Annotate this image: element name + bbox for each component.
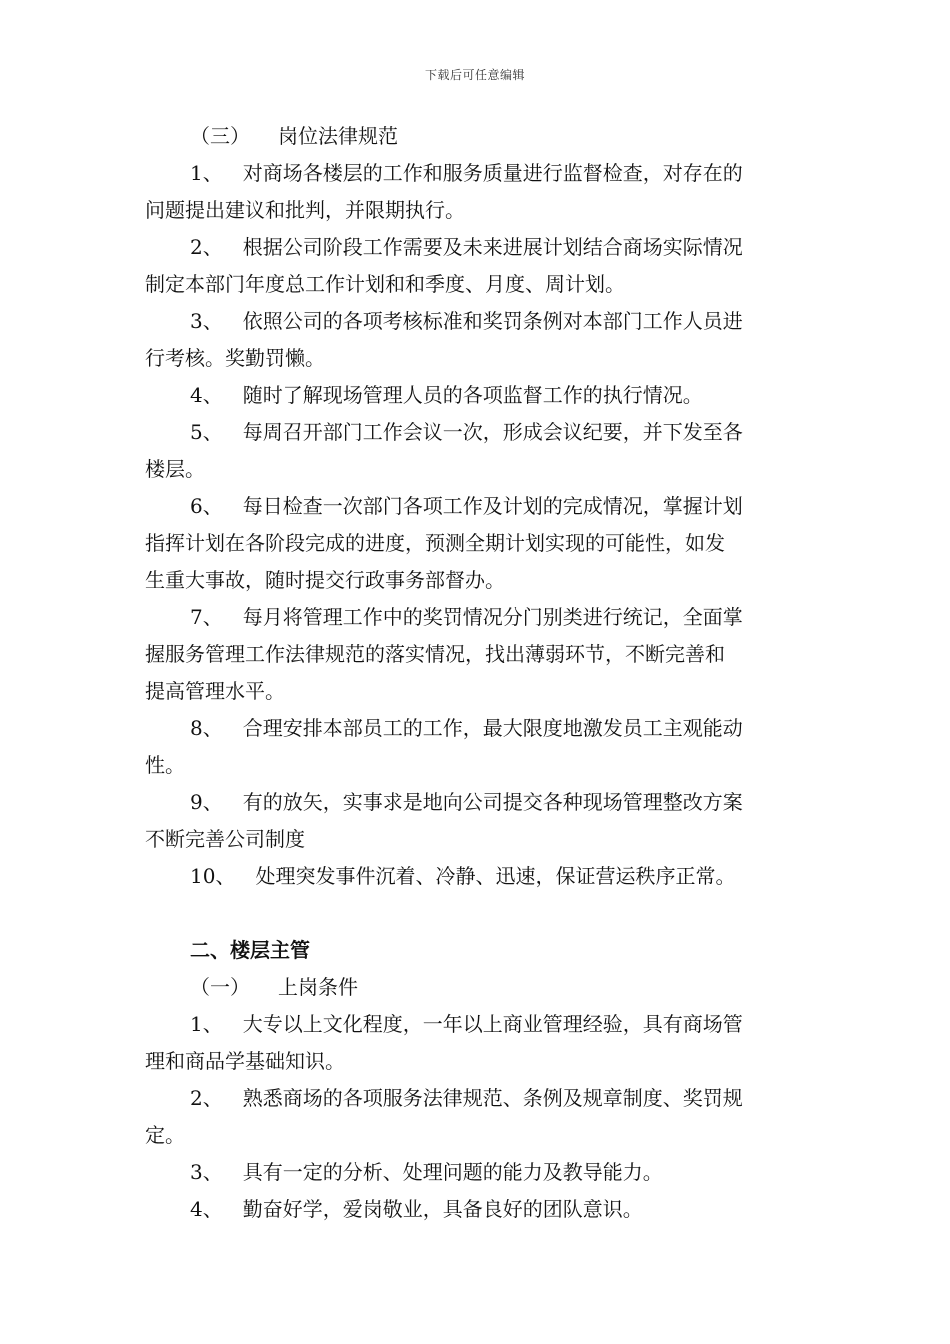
list-item-number: 7、 [190,605,223,629]
list-item-text: 勤奋好学，爱岗敬业，具备良好的团队意识。 [242,1197,643,1221]
list-item-continuation [145,747,810,784]
list-item-text: 生重大事故，随时提交行政事务部督办。 [145,568,505,592]
list-item-text: 熟悉商场的各项服务法律规范、条例及规章制度、奖罚规 [242,1086,743,1110]
list-item-number: 10、 [190,864,236,888]
list-item [145,784,810,821]
list-item-continuation [145,266,810,303]
list-item [145,229,810,266]
list-item-number: 2、 [190,235,223,259]
list-item-continuation [145,192,810,229]
chapter-heading: 二、楼层主管 [190,938,310,962]
list-item-text: 定。 [145,1123,185,1147]
list-item-text: 行考核。奖勤罚懒。 [145,346,325,370]
list-item-continuation [145,821,810,858]
list-item-text: 随时了解现场管理人员的各项监督工作的执行情况。 [242,383,703,407]
list-item-number: 4、 [190,1197,223,1221]
list-item-text: 对商场各楼层的工作和服务质量进行监督检查，对存在的 [242,161,743,185]
list-item-continuation [145,340,810,377]
list-item-continuation [145,636,810,673]
list-item [145,1191,810,1228]
list-item-number: 4、 [190,383,223,407]
page-header-note: 下载后可任意编辑 [424,68,525,82]
list-item [145,488,810,525]
list-item-number: 6、 [190,494,223,518]
list-item [145,1006,810,1043]
list-item-text: 楼层。 [145,457,205,481]
section-items [145,155,810,895]
list-item-continuation [145,525,810,562]
list-item-continuation [145,673,810,710]
list-item [145,1080,810,1117]
list-item [145,710,810,747]
list-item-continuation [145,562,810,599]
list-item-text: 每周召开部门工作会议一次，形成会议纪要，并下发至各 [242,420,743,444]
section-number: （三） [190,124,250,148]
subsection-title: 上岗条件 [278,975,358,999]
list-item [145,414,810,451]
list-item-text: 合理安排本部员工的工作，最大限度地激发员工主观能动 [242,716,743,740]
list-item [145,1154,810,1191]
list-item-text: 每月将管理工作中的奖罚情况分门别类进行统记，全面掌 [242,605,743,629]
list-item-number: 1、 [190,1012,223,1036]
list-item-continuation [145,1117,810,1154]
list-item-text: 问题提出建议和批判，并限期执行。 [145,198,465,222]
list-item-number: 3、 [190,1160,223,1184]
list-item-number: 1、 [190,161,223,185]
list-item-number: 5、 [190,420,223,444]
list-item-text: 不断完善公司制度 [145,827,305,851]
section-title: 岗位法律规范 [278,124,398,148]
subsection-items [145,1006,810,1228]
list-item-text: 性。 [145,753,185,777]
list-item-text: 根据公司阶段工作需要及未来进展计划结合商场实际情况 [242,235,743,259]
list-item-text: 指挥计划在各阶段完成的进度，预测全期计划实现的可能性，如发 [145,531,725,555]
list-item-text: 提高管理水平。 [145,679,285,703]
list-item-text: 理和商品学基础知识。 [145,1049,345,1073]
list-item [145,303,810,340]
list-item-text: 具有一定的分析、处理问题的能力及教导能力。 [242,1160,663,1184]
list-item [145,599,810,636]
list-item-text: 有的放矢，实事求是地向公司提交各种现场管理整改方案 [242,790,743,814]
list-item-text: 大专以上文化程度，一年以上商业管理经验，具有商场管 [242,1012,743,1036]
list-item-number: 3、 [190,309,223,333]
list-item-continuation [145,1043,810,1080]
list-item-continuation [145,451,810,488]
list-item-number: 8、 [190,716,223,740]
list-item-text: 握服务管理工作法律规范的落实情况，找出薄弱环节，不断完善和 [145,642,725,666]
list-item [145,377,810,414]
list-item-text: 每日检查一次部门各项工作及计划的完成情况，掌握计划 [242,494,743,518]
document-body [145,118,810,1228]
list-item [145,155,810,192]
subsection-number: （一） [190,975,250,999]
blank-line [145,895,810,932]
list-item [145,858,810,895]
list-item-text: 依照公司的各项考核标准和奖罚条例对本部门工作人员进 [242,309,743,333]
list-item-number: 2、 [190,1086,223,1110]
list-item-text: 制定本部门年度总工作计划和和季度、月度、周计划。 [145,272,625,296]
list-item-text: 处理突发事件沉着、冷静、迅速，保证营运秩序正常。 [255,864,736,888]
section-heading [145,118,810,155]
list-item-number: 9、 [190,790,223,814]
subsection-heading [145,969,810,1006]
